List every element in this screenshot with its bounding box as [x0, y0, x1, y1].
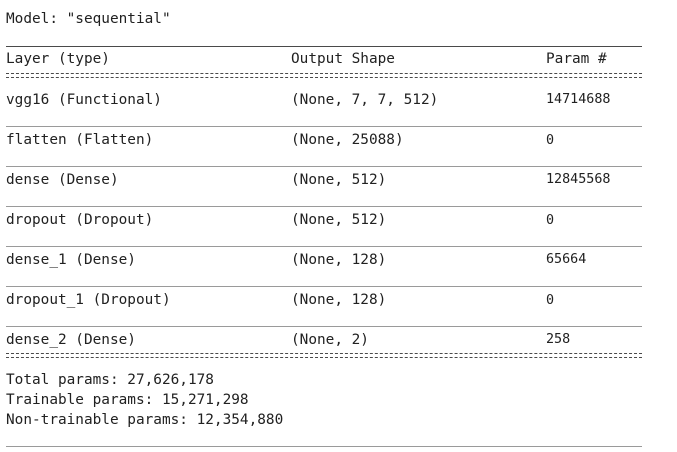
layer-param-count: 12845568 — [546, 172, 611, 187]
layer-param-count: 0 — [546, 293, 555, 308]
layer-name: dense_1 (Dense) — [6, 252, 136, 268]
header-double-rule — [6, 73, 642, 78]
row-separator — [6, 326, 642, 327]
header-layer-type: Layer (type) — [6, 51, 110, 67]
layer-name: dense (Dense) — [6, 172, 119, 188]
layer-output-shape: (None, 7, 7, 512) — [291, 92, 439, 108]
header-param-count: Param # — [546, 51, 607, 67]
row-separator — [6, 286, 642, 287]
layer-name: flatten (Flatten) — [6, 132, 154, 148]
layer-output-shape: (None, 512) — [291, 212, 387, 228]
non-trainable-params: Non-trainable params: 12,354,880 — [6, 412, 284, 428]
trainable-params: Trainable params: 15,271,298 — [6, 392, 249, 408]
header-output-shape: Output Shape — [291, 51, 395, 67]
layer-name: dropout (Dropout) — [6, 212, 154, 228]
header-top-rule — [6, 46, 642, 47]
layer-param-count: 14714688 — [546, 92, 611, 107]
layer-output-shape: (None, 512) — [291, 172, 387, 188]
footer-bottom-rule — [6, 446, 642, 447]
row-separator — [6, 166, 642, 167]
layer-output-shape: (None, 2) — [291, 332, 369, 348]
footer-double-rule — [6, 353, 642, 358]
model-title: Model: "sequential" — [6, 11, 171, 27]
layer-output-shape: (None, 128) — [291, 252, 387, 268]
row-separator — [6, 246, 642, 247]
layer-output-shape: (None, 25088) — [291, 132, 404, 148]
total-params: Total params: 27,626,178 — [6, 372, 214, 388]
layer-param-count: 65664 — [546, 252, 587, 267]
layer-output-shape: (None, 128) — [291, 292, 387, 308]
layer-param-count: 0 — [546, 133, 555, 148]
layer-name: dense_2 (Dense) — [6, 332, 136, 348]
row-separator — [6, 206, 642, 207]
layer-name: vgg16 (Functional) — [6, 92, 162, 108]
row-separator — [6, 126, 642, 127]
layer-name: dropout_1 (Dropout) — [6, 292, 171, 308]
layer-param-count: 258 — [546, 332, 571, 347]
layer-param-count: 0 — [546, 213, 555, 228]
